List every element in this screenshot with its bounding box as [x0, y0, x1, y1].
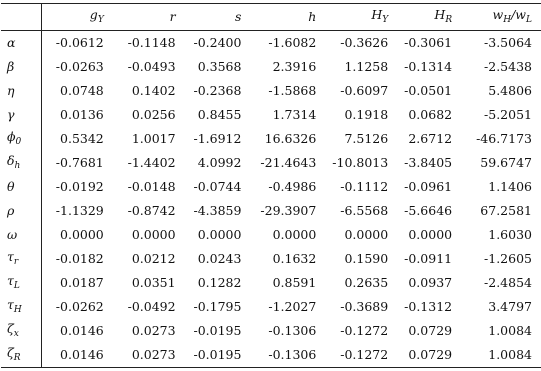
row-label-cell	[1, 319, 41, 343]
table-row	[1, 271, 541, 295]
table-cell: -0.4986	[268, 178, 317, 194]
table-cell: -1.2027	[268, 298, 317, 314]
row-label: ρ	[7, 202, 15, 218]
table-cell: -0.0263	[55, 58, 104, 74]
table-row	[1, 319, 541, 343]
table-cell: -0.8742	[127, 202, 176, 218]
table-row	[1, 199, 541, 223]
row-label-subscript: R	[13, 353, 21, 363]
table-cell: -0.0612	[55, 34, 104, 50]
table-cell: -0.0148	[127, 178, 176, 194]
table-row	[1, 223, 541, 247]
table-cell: 16.6326	[264, 130, 317, 146]
table-cell: -0.0961	[404, 178, 453, 194]
table-cell: 5.4806	[488, 82, 532, 98]
row-label: τ	[7, 249, 14, 264]
table-cell: 0.0000	[344, 226, 389, 242]
table-cell: -4.3859	[193, 202, 242, 218]
header-cell-gY: $g_Y$	[41, 4, 103, 31]
row-label-cell	[1, 55, 41, 79]
table-cell: 0.8591	[272, 274, 317, 290]
table-cell: -1.5868	[268, 82, 317, 98]
row-label: τ	[7, 297, 14, 312]
table-row	[1, 31, 541, 56]
table-row	[1, 103, 541, 127]
table-cell: -1.1329	[55, 202, 104, 218]
table-cell: 1.1258	[344, 58, 389, 74]
table-cell: 0.0000	[131, 226, 176, 242]
table-cell: -6.5568	[340, 202, 389, 218]
table-cell: 0.0273	[131, 322, 176, 338]
table-cell: 1.1406	[488, 178, 532, 194]
table-cell: 1.0084	[452, 343, 541, 368]
table-cell: -0.0195	[193, 322, 242, 338]
table-cell: -2.5438	[484, 58, 532, 74]
table-cell: -0.7681	[55, 154, 104, 170]
table-cell: -0.0195	[176, 343, 242, 368]
header-cell-h: h	[241, 4, 316, 31]
table-cell: 0.0000	[408, 226, 453, 242]
table-cell: 0.0273	[104, 343, 176, 368]
table-cell: -1.6082	[268, 34, 317, 50]
table-cell: 0.0682	[408, 106, 453, 122]
table-cell: -0.3061	[404, 34, 453, 50]
row-label: θ	[7, 178, 15, 194]
table-cell: -0.6097	[340, 82, 389, 98]
table-cell: 0.0146	[41, 343, 103, 368]
table-cell: 2.6712	[408, 130, 453, 146]
table-cell: 0.1282	[197, 274, 242, 290]
table-cell: -5.2051	[484, 106, 532, 122]
table-cell: 0.1632	[272, 250, 317, 266]
table-cell: -0.0911	[404, 250, 453, 266]
row-label-subscript: H	[13, 305, 22, 315]
table-row	[1, 295, 541, 319]
table-cell: 0.0351	[131, 274, 176, 290]
header-cell-r: r	[104, 4, 176, 31]
header-row	[1, 4, 541, 31]
table-cell: 0.0729	[388, 343, 452, 368]
table-cell: 0.0136	[60, 106, 104, 122]
row-label: ω	[7, 226, 18, 242]
row-label-cell	[1, 151, 41, 175]
table-cell: 4.0992	[197, 154, 242, 170]
table-cell: 0.0729	[408, 322, 453, 338]
table-cell: 67.2581	[480, 202, 532, 218]
table-cell: -0.3626	[340, 34, 389, 50]
table-cell: -0.1795	[193, 298, 242, 314]
row-label-subscript: r	[13, 257, 19, 267]
table-cell: 1.0084	[488, 322, 532, 338]
table-row	[1, 127, 541, 151]
table-header	[1, 4, 541, 31]
table-cell: 0.0000	[272, 226, 317, 242]
table-cell: -0.2368	[193, 82, 242, 98]
table-cell: 0.0748	[60, 82, 104, 98]
table-cell: 0.0256	[131, 106, 176, 122]
table-cell: -0.1148	[127, 34, 176, 50]
table-cell: 59.6747	[480, 154, 532, 170]
table-cell: 0.1590	[344, 250, 389, 266]
table-cell: 2.3916	[272, 58, 317, 74]
table-cell: -0.0744	[193, 178, 242, 194]
table-cell: -21.4643	[260, 154, 317, 170]
table-cell: -0.0182	[55, 250, 104, 266]
table-row	[1, 343, 541, 368]
table-body	[1, 31, 541, 368]
table-cell: 0.1402	[131, 82, 176, 98]
table-cell: -0.1312	[404, 298, 453, 314]
table-cell: -0.1272	[340, 322, 389, 338]
row-label-cell	[1, 343, 41, 368]
table-cell: -0.3689	[340, 298, 389, 314]
table-cell: 0.0146	[60, 322, 104, 338]
table-cell: -1.2605	[484, 250, 532, 266]
table-cell: 0.5342	[60, 130, 104, 146]
table-cell: 0.2635	[344, 274, 389, 290]
table-cell: -0.0262	[55, 298, 104, 314]
table-cell: 0.0000	[60, 226, 104, 242]
table-cell: -5.6646	[404, 202, 453, 218]
table-cell: -3.5064	[484, 34, 532, 50]
row-label-cell	[1, 223, 41, 247]
table-cell: -0.0192	[55, 178, 104, 194]
row-label: τ	[7, 273, 14, 288]
header-cell-HR: $H_R$	[388, 4, 452, 31]
row-label-cell	[1, 103, 41, 127]
row-label-cell	[1, 199, 41, 223]
header-cell-wage-ratio: $w_H/w_L$	[452, 4, 541, 31]
row-label-cell	[1, 79, 41, 103]
table-row	[1, 79, 541, 103]
table-cell: -0.2400	[193, 34, 242, 50]
table-cell: -0.0493	[127, 58, 176, 74]
table-cell: -0.1306	[268, 322, 317, 338]
row-label: ζ	[7, 345, 14, 360]
table-row	[1, 55, 541, 79]
row-label-cell	[1, 31, 41, 56]
table-cell: -3.8405	[404, 154, 453, 170]
row-label: ζ	[7, 321, 14, 336]
table-cell: -0.1306	[241, 343, 316, 368]
table-cell: -2.4854	[484, 274, 532, 290]
row-label-subscript: 0	[15, 137, 22, 147]
row-label: α	[7, 34, 16, 50]
row-label-subscript: L	[13, 281, 20, 291]
table-row	[1, 175, 541, 199]
table-cell: 0.0212	[131, 250, 176, 266]
row-label: β	[7, 58, 15, 74]
header-corner-cell	[1, 4, 41, 31]
table-row	[1, 151, 541, 175]
table-cell: 0.3568	[197, 58, 242, 74]
row-label-cell	[1, 127, 41, 151]
row-label: η	[7, 82, 15, 98]
table-cell: -29.3907	[260, 202, 317, 218]
table-cell: 0.8455	[197, 106, 242, 122]
table-cell: 1.0017	[131, 130, 176, 146]
table-cell: 0.0243	[197, 250, 242, 266]
table-cell: 0.0000	[197, 226, 242, 242]
row-label-cell	[1, 247, 41, 271]
sensitivity-table	[1, 3, 541, 368]
row-label-subscript: h	[14, 161, 21, 171]
row-label-cell	[1, 271, 41, 295]
table-cell: -1.6912	[193, 130, 242, 146]
row-label-cell	[1, 175, 41, 199]
table-cell: -46.7173	[476, 130, 532, 146]
table-cell: 3.4797	[488, 298, 532, 314]
row-label: γ	[7, 106, 15, 122]
row-label-subscript: x	[13, 329, 19, 339]
table-cell: 0.0187	[60, 274, 104, 290]
table-cell: 7.5126	[344, 130, 389, 146]
header-cell-HY: $H_Y$	[316, 4, 388, 31]
row-label: ϕ	[7, 129, 16, 144]
table-cell: -1.4402	[127, 154, 176, 170]
table-cell: -0.1112	[340, 178, 389, 194]
table-cell: 0.1918	[344, 106, 389, 122]
table-cell: -0.0492	[127, 298, 176, 314]
table-cell: 1.6030	[488, 226, 532, 242]
table-cell: -0.1314	[404, 58, 453, 74]
table-cell: -0.0501	[404, 82, 453, 98]
table-cell: -10.8013	[332, 154, 389, 170]
header-cell-s: s	[176, 4, 242, 31]
table-cell: 0.0937	[408, 274, 453, 290]
row-label: δ	[7, 153, 15, 168]
table-cell: -0.1272	[316, 343, 388, 368]
table-cell: 1.7314	[272, 106, 317, 122]
table-row	[1, 247, 541, 271]
row-label-cell	[1, 295, 41, 319]
